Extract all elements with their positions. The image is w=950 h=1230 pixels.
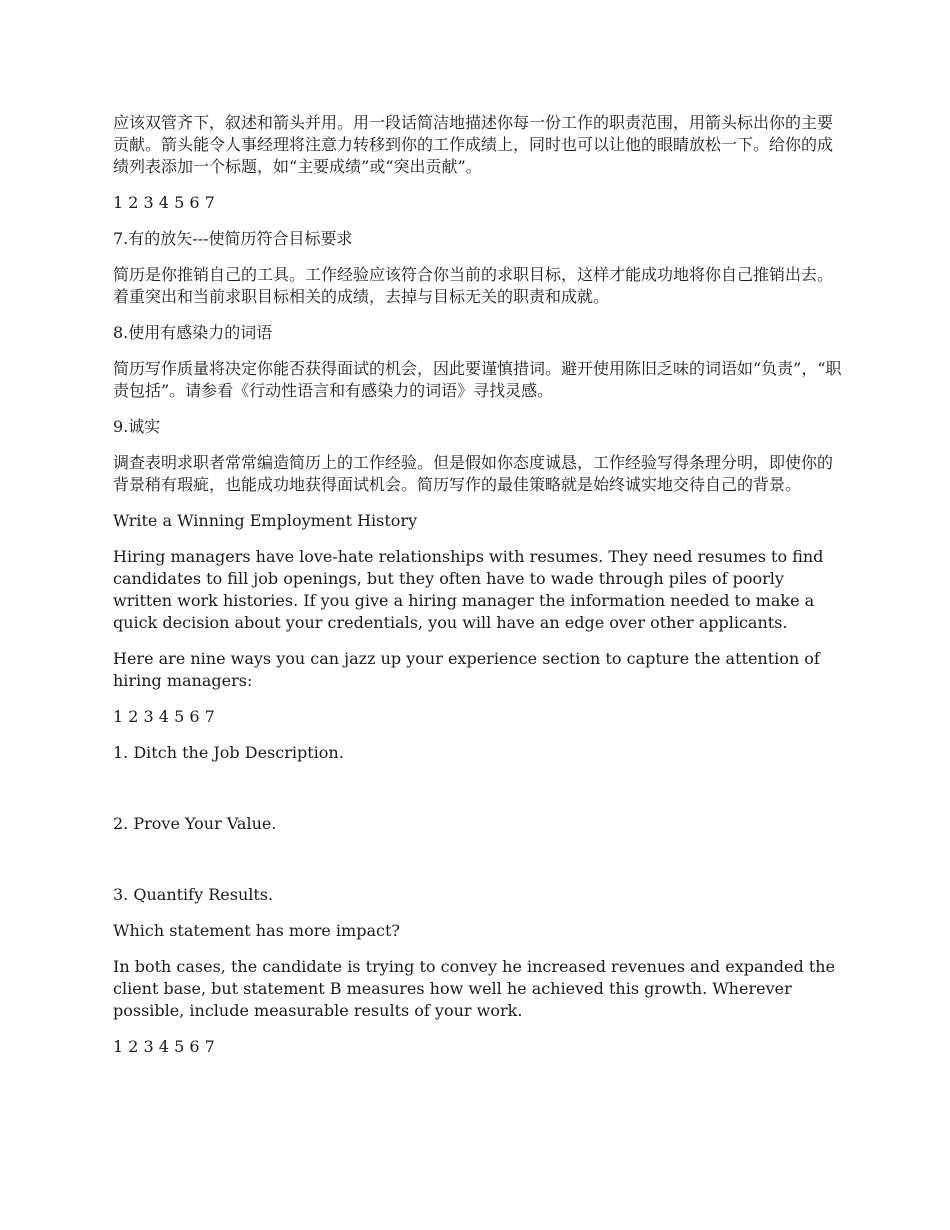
paragraph-intro: 应该双管齐下，叙述和箭头并用。用一段话简洁地描述你每一份工作的职责范围，用箭头标出你的主要贡献。箭头能令人事经理将注意力转移到你的工作成绩上，同时也可以让他的眼睛放松一下。给你的成绩列表添加一个标题，如“主要成绩”或“突出贡献”。 xyxy=(113,113,834,176)
question-impact: Which statement has more impact? xyxy=(113,921,400,940)
tip-3: 3. Quantify Results. xyxy=(113,885,274,904)
heading-8: 8.使用有感染力的词语 xyxy=(113,323,273,342)
paragraph-both-cases: In both cases, the candidate is trying to convey he increased revenues and expanded the client base, but statement B measures how well he achieved this growth. Wherever possible, include measurable results of your work. xyxy=(113,957,836,1020)
paragraph-hiring-managers: Hiring managers have love-hate relationships with resumes. They need resumes to find candidates to fill job openings, but they often have to wade through piles of poorly written work histories. If you give a hiring manager the information needed to make a quick decision about your credentials, you will have an edge over other applicants. xyxy=(113,547,824,632)
paragraph-8: 简历写作质量将决定你能否获得面试的机会，因此要谨慎措词。避开使用陈旧乏味的词语如“负责”，“职责包括”。请参看《行动性语言和有感染力的词语》寻找灵感。 xyxy=(113,359,842,400)
page-numbers: 1 2 3 4 5 6 7 xyxy=(113,193,215,212)
document-page xyxy=(113,112,843,1072)
tip-2: 2. Prove Your Value. xyxy=(113,814,277,833)
page-numbers: 1 2 3 4 5 6 7 xyxy=(113,707,215,726)
paragraph-9: 调查表明求职者常常编造简历上的工作经验。但是假如你态度诚恳，工作经验写得条理分明，即使你的背景稍有瑕疵，也能成功地获得面试机会。简历写作的最佳策略就是始终诚实地交待自己的背景。 xyxy=(113,453,834,494)
heading-7: 7.有的放矢---使简历符合目标要求 xyxy=(113,229,353,248)
paragraph-nine-ways: Here are nine ways you can jazz up your experience section to capture the attention of hiring managers: xyxy=(113,649,820,690)
tip-1: 1. Ditch the Job Description. xyxy=(113,743,344,762)
heading-9: 9.诚实 xyxy=(113,417,161,436)
section-title: Write a Winning Employment History xyxy=(113,511,418,530)
paragraph-7: 简历是你推销自己的工具。工作经验应该符合你当前的求职目标，这样才能成功地将你自己推销出去。着重突出和当前求职目标相关的成绩，去掉与目标无关的职责和成就。 xyxy=(113,265,834,306)
page-numbers: 1 2 3 4 5 6 7 xyxy=(113,1037,215,1056)
